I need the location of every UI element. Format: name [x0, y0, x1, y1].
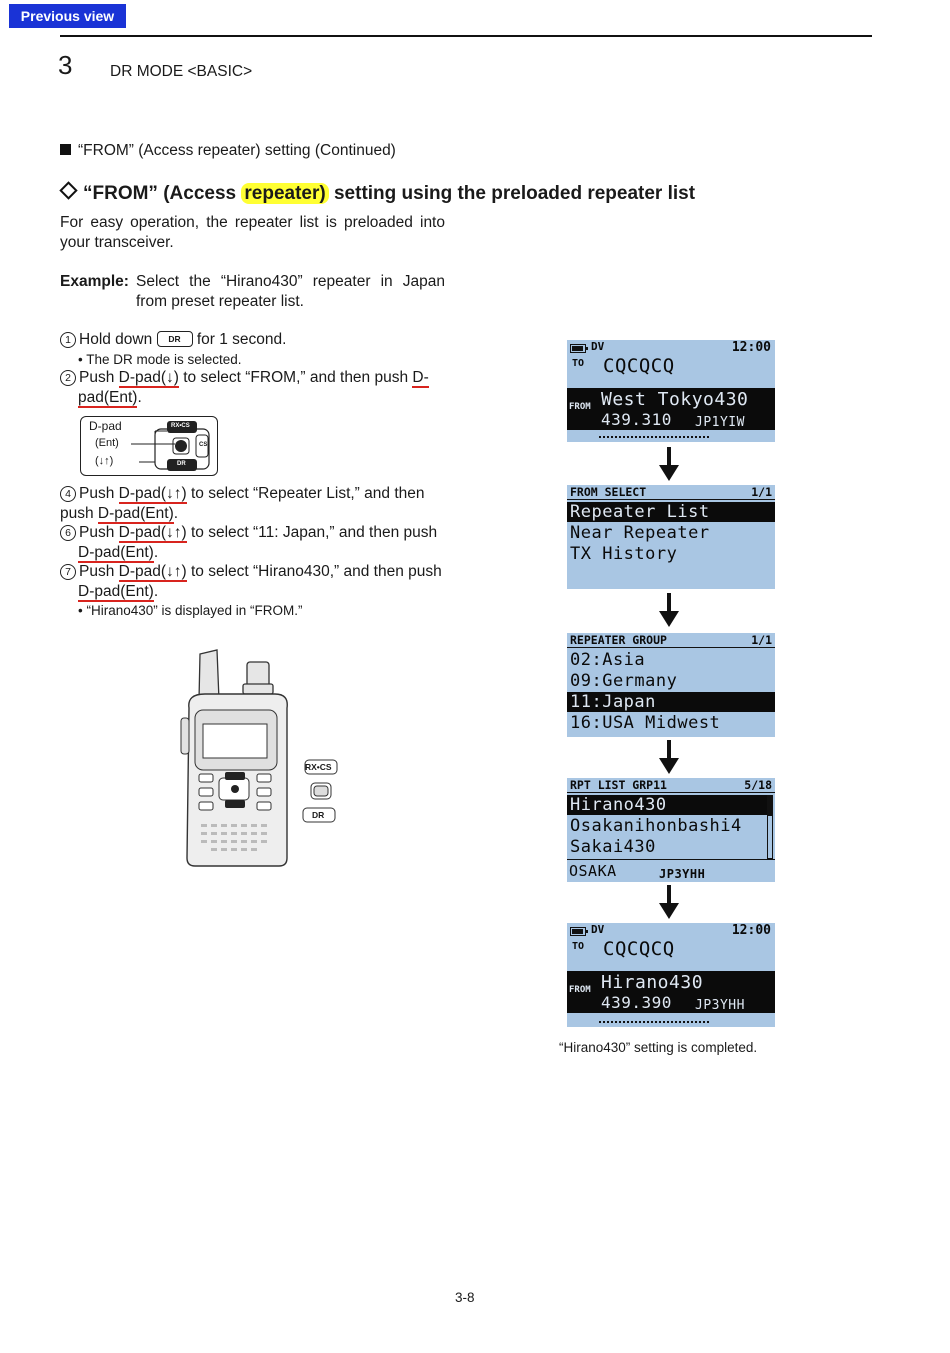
- mode-label: DV: [591, 340, 605, 353]
- dpad-rxcs-label: RX•CS: [171, 423, 190, 429]
- callsign: JP3YHH: [695, 998, 745, 1013]
- screen-page: 5/18: [744, 778, 772, 792]
- to-label: TO: [572, 358, 585, 369]
- step-text: Push: [79, 369, 119, 386]
- from-label: FROM: [569, 402, 591, 412]
- subheading-part2: setting using the preloaded repeater list: [328, 183, 696, 204]
- step-text: .: [137, 388, 142, 406]
- dpad-updown-label: (↓↑): [95, 455, 114, 467]
- header-rule: [60, 35, 872, 37]
- menu-item-tx-history[interactable]: TX History: [570, 544, 678, 564]
- step-text: Push: [79, 563, 119, 580]
- menu-item-near-repeater[interactable]: Near Repeater: [570, 523, 710, 543]
- completion-caption: “Hirano430” setting is completed.: [559, 1040, 758, 1055]
- clock: 12:00: [731, 923, 771, 938]
- key-ref: D-pad(Ent): [97, 504, 174, 522]
- footer-divider: [567, 859, 775, 860]
- down-arrow-icon: [658, 740, 680, 776]
- step-text: to select “11: Japan,” and then push: [186, 524, 438, 541]
- callsign: JP1YIW: [695, 415, 745, 430]
- from-name: Hirano430: [601, 972, 704, 993]
- frequency: 439.390: [601, 993, 672, 1012]
- screen-header: [567, 778, 775, 793]
- to-label: TO: [572, 941, 585, 952]
- step-number: 7: [60, 564, 76, 580]
- lcd-screen-5: [567, 923, 775, 1027]
- chapter-number: 3: [58, 50, 73, 80]
- footer-area: OSAKA: [569, 862, 617, 880]
- down-arrow-icon: [658, 593, 680, 629]
- step-text: to select “Hirano430,” and then push: [186, 563, 442, 580]
- down-arrow-icon: [658, 885, 680, 921]
- to-value: CQCQCQ: [603, 938, 675, 960]
- signal-meter: [599, 436, 709, 438]
- radio-rxcs-key-label: RX•CS: [305, 762, 332, 772]
- key-ref: pad(Ent): [78, 388, 138, 406]
- dpad-label: D-pad: [89, 419, 122, 433]
- mode-label: DV: [591, 923, 605, 936]
- repeater-item[interactable]: Sakai430: [570, 837, 656, 857]
- subheading-part1: “FROM” (Access: [83, 183, 242, 204]
- menu-item-repeater-list[interactable]: Repeater List: [567, 502, 775, 522]
- list-scrollbar[interactable]: [767, 795, 773, 859]
- step-number: 2: [60, 370, 76, 386]
- step-number: 4: [60, 486, 76, 502]
- screen-title: RPT LIST GRP11: [570, 778, 667, 792]
- radio-dr-key-label: DR: [312, 810, 325, 820]
- dr-key-icon: DR: [157, 331, 193, 347]
- clock: 12:00: [731, 340, 771, 355]
- step-4: [60, 484, 446, 523]
- key-ref: D-pad(Ent): [78, 543, 154, 561]
- step-text: to select “Repeater List,” and then push: [60, 485, 425, 522]
- lcd-screen-1: [567, 340, 775, 442]
- section-heading: [60, 142, 396, 160]
- step-text: .: [173, 504, 179, 522]
- screen-page: 1/1: [751, 485, 772, 499]
- battery-icon: [570, 344, 588, 353]
- step-number: 6: [60, 525, 76, 541]
- dpad-diagram: [80, 416, 218, 476]
- frequency: 439.310: [601, 410, 672, 429]
- from-label: FROM: [569, 985, 591, 995]
- step-note: • “Hirano430” is displayed in “FROM.”: [78, 603, 303, 618]
- to-value: CQCQCQ: [603, 355, 675, 377]
- radio-illustration: [175, 648, 345, 870]
- chapter-title: DR MODE <BASIC>: [110, 63, 253, 80]
- key-ref: D-pad(↓↑): [118, 524, 187, 541]
- step-1: [60, 330, 446, 369]
- subheading-highlight: repeater): [241, 183, 328, 204]
- lcd-screen-4: [567, 778, 775, 882]
- step-text: Push: [79, 524, 119, 541]
- from-panel: [567, 971, 775, 1013]
- step-number: 1: [60, 332, 76, 348]
- group-item[interactable]: 09:Germany: [570, 671, 678, 691]
- step-6: [60, 523, 446, 562]
- step-7: [60, 562, 446, 621]
- dpad-cs-label: CS: [199, 442, 208, 448]
- key-ref: D-pad(↓↑): [118, 485, 187, 502]
- group-item[interactable]: 02:Asia: [570, 650, 646, 670]
- previous-view-button[interactable]: Previous view: [9, 4, 126, 28]
- step-text: .: [153, 543, 159, 561]
- section-heading-text: “FROM” (Access repeater) setting (Continued): [78, 142, 396, 159]
- step-text: for 1 second.: [192, 331, 287, 348]
- from-name: West Tokyo430: [601, 389, 749, 410]
- screen-page: 1/1: [751, 633, 772, 647]
- screen-title: REPEATER GROUP: [570, 633, 667, 647]
- from-panel: [567, 388, 775, 430]
- footer-callsign: JP3YHH: [659, 867, 706, 881]
- lcd-screen-2: [567, 485, 775, 589]
- dpad-ent-label: (Ent): [95, 437, 119, 449]
- key-ref: D-: [412, 369, 429, 386]
- step-note: • The DR mode is selected.: [78, 351, 242, 367]
- repeater-item[interactable]: Osakanihonbashi4: [570, 816, 742, 836]
- repeater-item-selected[interactable]: Hirano430: [567, 795, 767, 815]
- step-text: to select “FROM,” and then push: [178, 369, 413, 386]
- example-paragraph: [60, 272, 445, 311]
- group-item-selected[interactable]: 11:Japan: [567, 692, 775, 712]
- key-ref: D-pad(Ent): [78, 582, 154, 600]
- page-number: 3-8: [455, 1290, 475, 1305]
- dpad-drawing: [81, 417, 217, 475]
- step-text: Hold down: [79, 331, 157, 348]
- screen-title: FROM SELECT: [570, 485, 647, 499]
- dpad-dr-label: DR: [177, 461, 186, 467]
- step-text: Push: [79, 485, 119, 502]
- signal-meter: [599, 1021, 709, 1023]
- battery-icon: [570, 927, 588, 936]
- screen-header: [567, 633, 775, 648]
- down-arrow-icon: [658, 447, 680, 483]
- intro-paragraph: For easy operation, the repeater list is preloaded into your transceiver.: [60, 214, 445, 251]
- screen-header: [567, 485, 775, 500]
- step-text: .: [153, 582, 159, 600]
- example-label: Example:: [60, 273, 129, 290]
- lcd-screen-3: [567, 633, 775, 737]
- key-ref: D-pad(↓↑): [118, 563, 187, 580]
- step-2: [60, 368, 446, 407]
- key-ref: D-pad(↓): [118, 369, 179, 386]
- subheading: [58, 183, 695, 205]
- square-bullet-icon: [60, 144, 71, 155]
- diamond-bullet-icon: [59, 181, 77, 199]
- group-item[interactable]: 16:USA Midwest: [570, 713, 721, 733]
- example-text: Select the “Hirano430” repeater in Japan from preset repeater list.: [136, 273, 445, 310]
